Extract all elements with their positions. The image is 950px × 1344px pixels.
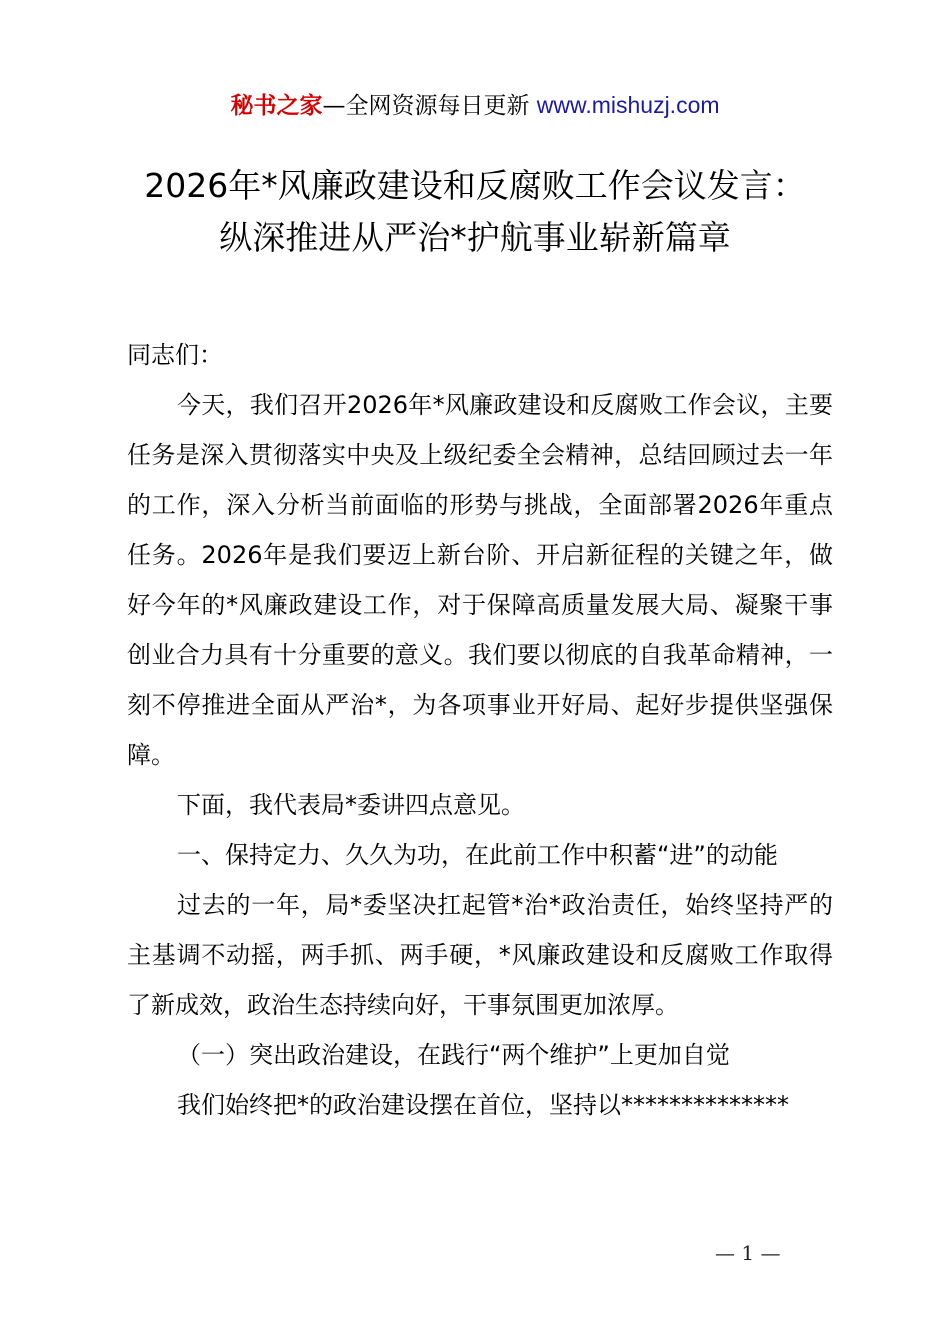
paragraph-review: 过去的一年，局*委坚决扛起管*治*政治责任，始终坚持严的主基调不动摇，两手抓、两手硬，*风廉政建设和反腐败工作取得了新成效，政治生态持续向好，干事氛围更加浓厚。 bbox=[127, 891, 833, 1019]
header-slogan: —全网资源每日更新 bbox=[322, 93, 537, 119]
salutation: 同志们： bbox=[127, 341, 223, 369]
site-url-link[interactable]: www.mishuzj.com bbox=[536, 92, 720, 118]
title-line-1: 2026年*风廉政建设和反腐败工作会议发言： bbox=[144, 166, 806, 205]
paragraph-intro: 今天，我们召开2026年*风廉政建设和反腐败工作会议，主要任务是深入贯彻落实中央及上级纪委全会精神，总结回顾过去一年的工作，深入分析当前面临的形势与挑战，全面部署2026年重点任务。2026年是我们要迈上新台阶、开启新征程的关键之年，做好今年的*风廉政建设工作，对于保障高质量发展大局、凝聚干事创业合力具有十分重要的意义。我们要以彻底的自我革命精神，一刻不停推进全面从严治*，为各项事业开好局、起好步提供坚强保障。 bbox=[127, 391, 833, 769]
page-number: — 1 — bbox=[715, 1241, 781, 1265]
brand-name: 秘书之家 bbox=[230, 93, 323, 119]
paragraph-transition: 下面，我代表局*委讲四点意见。 bbox=[177, 791, 525, 819]
title-line-2: 纵深推进从严治*护航事业崭新篇章 bbox=[219, 218, 731, 257]
subsection-heading-1: （一）突出政治建设，在践行“两个维护”上更加自觉 bbox=[177, 1041, 730, 1069]
document-body bbox=[127, 330, 833, 1130]
site-header bbox=[0, 88, 950, 123]
document-title bbox=[60, 160, 890, 264]
section-heading-1: 一、保持定力、久久为功，在此前工作中积蓄“进”的动能 bbox=[177, 841, 778, 869]
paragraph-political: 我们始终把*的政治建设摆在首位，坚持以************** bbox=[177, 1091, 789, 1119]
